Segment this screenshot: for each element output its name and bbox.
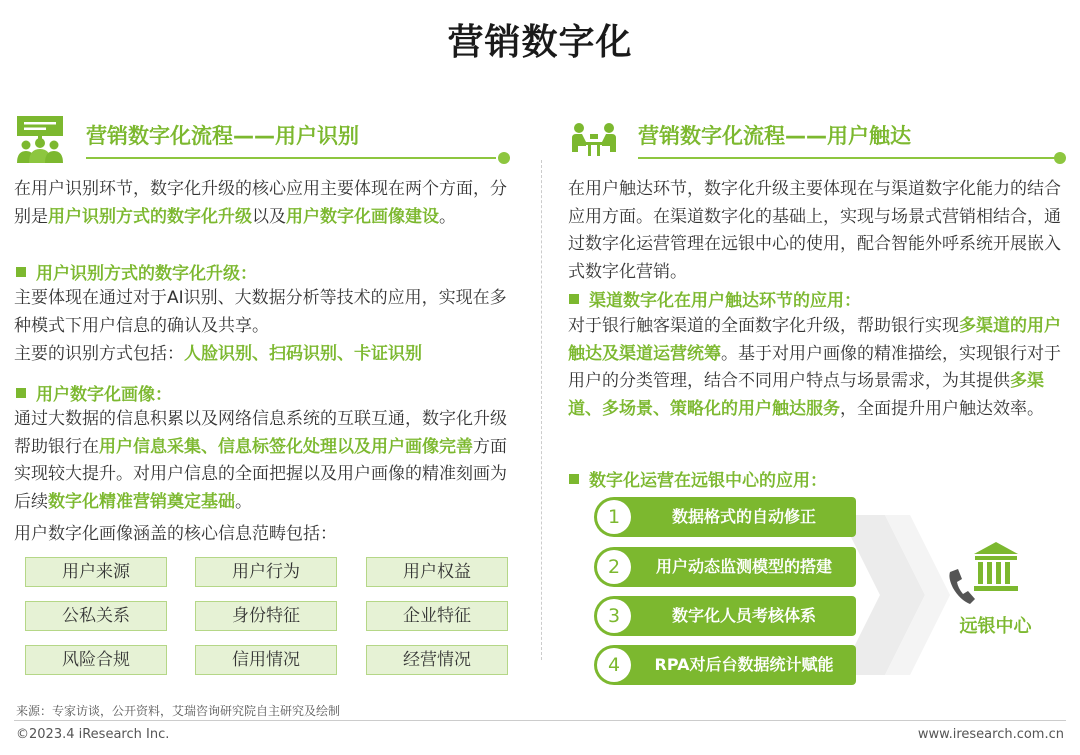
right-intro <box>568 176 1068 286</box>
info-tag: 用户权益 <box>366 557 508 587</box>
meeting-table-icon <box>566 112 626 164</box>
step-label: 数据格式的自动修正 <box>671 507 816 526</box>
body-text: 。基于对用户画像的精准描绘，实现银行对于用户的分类管理，结合不同用户特点与场景需求，为其提供 <box>568 343 1061 391</box>
remote-bank-center-label: 远银中心 <box>959 616 1032 637</box>
right-sub2-heading: 数字化运营在远银中心的应用： <box>569 466 827 491</box>
info-tag: 用户来源 <box>25 557 167 587</box>
left-sub1-methods <box>14 341 519 369</box>
highlight-text: 用户数字化画像建设 <box>286 206 439 227</box>
column-divider <box>541 160 542 660</box>
highlight-text: 用户识别方式的数字化升级 <box>48 206 252 227</box>
info-tag: 信用情况 <box>195 645 337 675</box>
body-text: 。 <box>439 206 456 227</box>
highlight-text: 人脸识别、扫码识别、卡证识别 <box>184 344 422 364</box>
step-number: 3 <box>597 599 631 633</box>
highlight-text: 数字化精准营销奠定基础 <box>48 491 235 512</box>
body-text: ，全面提升用户触达效率。 <box>840 398 1044 419</box>
step-number: 4 <box>597 648 631 682</box>
right-section-header <box>566 112 1070 172</box>
highlight-text: 多渠道、多场景、策略化的用户触达服务 <box>568 371 1044 419</box>
right-sub1-heading: 渠道数字化在用户触达环节的应用： <box>569 286 861 311</box>
footer-divider <box>14 720 1066 721</box>
left-section-underline-dot <box>498 152 510 164</box>
body-text: 对于银行触客渠道的全面数字化升级，帮助银行实现 <box>568 316 959 336</box>
process-step <box>594 497 856 537</box>
body-text: 。 <box>235 491 252 512</box>
info-tag: 身份特征 <box>195 601 337 631</box>
step-label: 用户动态监测模型的搭建 <box>655 557 832 576</box>
left-intro <box>14 176 519 231</box>
body-text: 主要体现在通过对于AI识别、大数据分析等技术的应用，实现在多种模式下用户信息的确认及共享。 <box>14 288 507 336</box>
presenter-audience-icon <box>14 112 74 164</box>
step-label: 数字化人员考核体系 <box>671 606 816 625</box>
page-title: 营销数字化 <box>447 22 633 63</box>
right-section-underline-dot <box>1054 152 1066 164</box>
left-sub2-scope: 用户数字化画像涵盖的核心信息范畴包括： <box>14 524 337 544</box>
body-text: 在用户识别环节，数字化升级的核心应用主要体现在两个方面，分别是 <box>14 179 507 227</box>
highlight-text: 多渠道的用户触达及渠道运营统筹 <box>568 316 1061 364</box>
process-step <box>594 547 856 587</box>
step-number: 2 <box>597 550 631 584</box>
step-label: RPA对后台数据统计赋能 <box>654 655 834 674</box>
bullet-square-icon <box>569 474 579 484</box>
left-sub2-body <box>14 406 519 516</box>
website-url: www.iresearch.com.cn <box>917 727 1064 742</box>
bullet-square-icon <box>16 388 26 398</box>
bullet-square-icon <box>569 294 579 304</box>
highlight-text: 用户信息采集、信息标签化处理以及用户画像完善 <box>99 436 473 457</box>
info-tag: 企业特征 <box>366 601 508 631</box>
step-number: 1 <box>597 500 631 534</box>
right-section-title: 营销数字化流程——用户触达 <box>638 124 911 148</box>
info-tag: 公私关系 <box>25 601 167 631</box>
left-section-title: 营销数字化流程——用户识别 <box>86 124 359 148</box>
left-section-underline <box>86 157 496 159</box>
bank-phone-icon <box>944 538 1028 610</box>
left-sub1-body <box>14 285 519 340</box>
process-step <box>594 645 856 685</box>
body-text: 在用户触达环节，数字化升级主要体现在与渠道数字化能力的结合应用方面。在渠道数字化的基础上，实现与场景式营销相结合，通过数字化运营管理在远银中心的使用，配合智能外呼系统开展嵌入式数字化营销。 <box>568 179 1061 282</box>
process-step <box>594 596 856 636</box>
copyright: ©2023.4 iResearch Inc. <box>16 727 170 742</box>
right-section-underline <box>638 157 1058 159</box>
body-text: 通过大数据的信息积累以及网络信息系统的互联互通，数字化升级帮助银行在 <box>14 409 507 457</box>
left-sub2-heading: 用户数字化画像： <box>16 380 172 405</box>
left-section-header <box>14 112 514 172</box>
body-text: 以及 <box>252 206 286 227</box>
bullet-square-icon <box>16 267 26 277</box>
info-tag: 用户行为 <box>195 557 337 587</box>
body-text: 方面实现较大提升。对用户信息的全面把握以及用户画像的精准刻画为后续 <box>14 436 507 512</box>
body-text: 主要的识别方式包括： <box>14 344 184 364</box>
info-tag: 风险合规 <box>25 645 167 675</box>
info-tag: 经营情况 <box>366 645 508 675</box>
left-sub1-heading: 用户识别方式的数字化升级： <box>16 259 257 284</box>
source-note: 来源：专家访谈，公开资料，艾瑞咨询研究院自主研究及绘制 <box>16 704 341 718</box>
right-sub1-body <box>568 313 1068 423</box>
